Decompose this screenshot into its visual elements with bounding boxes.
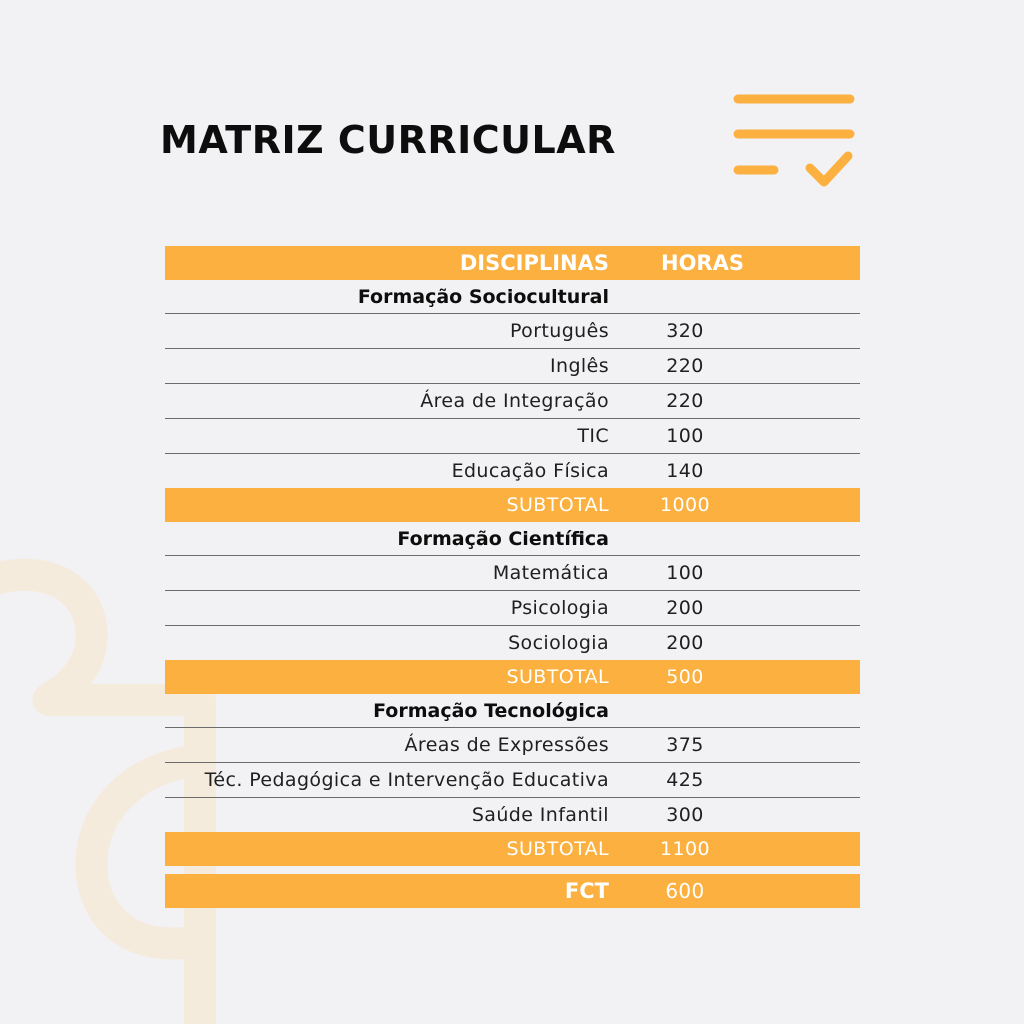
table-row [165, 556, 860, 591]
table-row [165, 591, 860, 626]
table-row [165, 763, 860, 798]
table-row [165, 419, 860, 454]
discipline-name: Área de Integração [420, 390, 609, 412]
table-header [165, 246, 860, 280]
fct-row [165, 874, 860, 908]
subtotal-row [165, 832, 860, 866]
section-heading [165, 694, 860, 728]
fct-hours: 600 [665, 879, 705, 903]
discipline-name: Português [510, 320, 609, 342]
discipline-hours: 320 [666, 320, 704, 342]
header-horas: HORAS [661, 251, 744, 275]
discipline-hours: 220 [666, 390, 704, 412]
discipline-hours: 140 [666, 460, 704, 482]
discipline-hours: 300 [666, 804, 704, 826]
table-row [165, 384, 860, 419]
subtotal-hours: 1100 [660, 838, 710, 860]
table-row [165, 626, 860, 660]
discipline-hours: 100 [666, 425, 704, 447]
discipline-name: Matemática [492, 562, 609, 584]
discipline-name: Psicologia [510, 597, 609, 619]
discipline-name: Saúde Infantil [471, 804, 609, 826]
discipline-hours: 100 [666, 562, 704, 584]
section-name: Formação Sociocultural [357, 285, 609, 308]
subtotal-label: SUBTOTAL [506, 494, 609, 516]
table-row [165, 454, 860, 488]
subtotal-row [165, 488, 860, 522]
section-name: Formação Científica [397, 527, 609, 550]
subtotal-hours: 500 [666, 666, 704, 688]
discipline-hours: 220 [666, 355, 704, 377]
subtotal-row [165, 660, 860, 694]
discipline-name: Áreas de Expressões [404, 734, 609, 756]
subtotal-label: SUBTOTAL [506, 666, 609, 688]
header-disciplinas: DISCIPLINAS [459, 251, 609, 275]
fct-label: FCT [564, 879, 609, 903]
discipline-name: Téc. Pedagógica e Intervenção Educativa [204, 769, 609, 791]
curriculum-table [165, 246, 860, 908]
table-row [165, 798, 860, 832]
table-row [165, 728, 860, 763]
discipline-name: Educação Física [451, 460, 609, 482]
table-row [165, 349, 860, 384]
section-name: Formação Tecnológica [373, 699, 609, 722]
discipline-name: TIC [577, 425, 609, 447]
page-title: MATRIZ CURRICULAR [160, 118, 616, 162]
checklist-icon [730, 90, 860, 190]
discipline-name: Sociologia [508, 632, 609, 654]
section-heading [165, 280, 860, 314]
discipline-hours: 425 [666, 769, 704, 791]
discipline-hours: 375 [666, 734, 704, 756]
section-heading [165, 522, 860, 556]
subtotal-label: SUBTOTAL [506, 838, 609, 860]
discipline-name: Inglês [550, 355, 609, 377]
subtotal-hours: 1000 [660, 494, 710, 516]
discipline-hours: 200 [666, 632, 704, 654]
table-row [165, 314, 860, 349]
discipline-hours: 200 [666, 597, 704, 619]
